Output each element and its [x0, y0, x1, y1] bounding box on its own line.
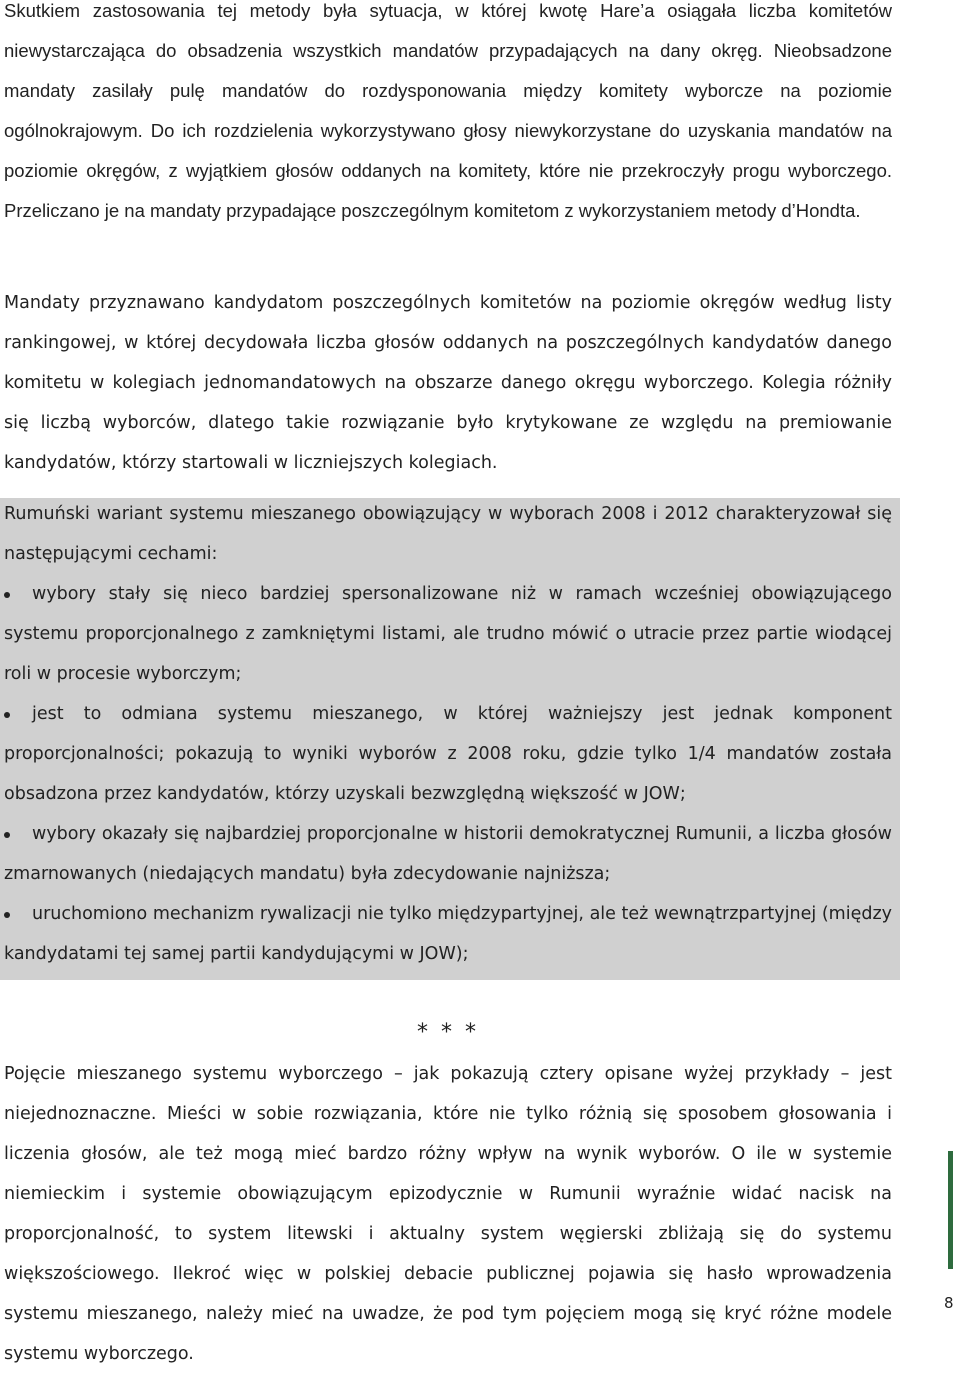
page-number: 8 — [944, 1294, 954, 1312]
list-item-text: jest to odmiana systemu mieszanego, w której ważniejszy jest jednak komponent proporcjonalności; pokazują to wyniki wyborów z 2008 roku, gdzie tylko 1/4 mandatów została obsadzona przez kandydatów, którzy uzyskali bezwzględną większość w JOW; — [4, 704, 892, 804]
bullet-icon — [4, 832, 10, 838]
bullet-icon — [4, 912, 10, 918]
list-item — [4, 574, 892, 694]
highlighted-section-content — [4, 494, 892, 974]
list-item — [4, 694, 892, 814]
margin-accent-bar — [948, 1151, 953, 1269]
list-item-text: uruchomiono mechanizm rywalizacji nie tylko międzypartyjnej, ale też wewnątrzpartyjnej (między kandydatami tej samej partii kandydującymi w JOW); — [4, 904, 892, 964]
bullet-icon — [4, 592, 10, 598]
paragraph-hare-quota: Skutkiem zastosowania tej metody była sytuacja, w której kwotę Hare’a osiągała liczba komitetów niewystarczająca do obsadzenia wszystkich mandatów przypadających na dany okręg. Nieobsadzone mandaty zasilały pulę mandatów do rozdysponowania między komitety wyborcze na poziomie ogólnokrajowym. Do ich rozdzielenia wykorzystywano głosy niewykorzystane do uzyskania mandatów na poziomie okręgów, z wyjątkiem głosów oddanych na komitety, które nie przekroczyły progu wyborczego. Przeliczano je na mandaty przypadające poszczególnym komitetom z wykorzystaniem metody d’Hondta. — [4, 0, 892, 221]
list-item-text: wybory stały się nieco bardziej spersonalizowane niż w ramach wcześniej obowiązującego systemu proporcjonalnego z zamkniętymi listami, ale trudno mówić o utracie przez partie wiodącej roli w procesie wyborczym; — [4, 584, 892, 684]
list-item-text: wybory okazały się najbardziej proporcjonalne w historii demokratycznej Rumunii, a liczba głosów zmarnowanych (niedających mandatu) była zdecydowanie najniższa; — [4, 824, 892, 884]
list-item — [4, 814, 892, 894]
section-separator: * * * — [417, 1020, 479, 1045]
paragraph-mixed-system-summary: Pojęcie mieszanego systemu wyborczego – jak pokazują cztery opisane wyżej przykłady – jest niejednoznaczne. Mieści w sobie rozwiązania, które nie tylko różnią się sposobem głosowania i liczenia głosów, ale też mogą mieć bardzo różny wpływ na wynik wyborów. O ile w systemie niemieckim i systemie obowiązującym epizodycznie w Rumunii wyraźnie widać nacisk na proporcjonalność, to system litewski i aktualny system węgierski zbliżają się do systemu większościowego. Ilekroć więc w polskiej debacie publicznej pojawia się hasło wprowadzenia systemu mieszanego, należy mieć na uwadze, że pod tym pojęciem mogą się kryć różne modele systemu wyborczego. — [4, 1064, 892, 1364]
bullet-icon — [4, 712, 10, 718]
feature-bullet-list — [4, 574, 892, 974]
highlight-intro: Rumuński wariant systemu mieszanego obowiązujący w wyborach 2008 i 2012 charakteryzował się następującymi cechami: — [4, 504, 892, 564]
list-item — [4, 894, 892, 974]
highlighted-section-romanian-variant — [0, 498, 900, 980]
paragraph-mandate-allocation: Mandaty przyznawano kandydatom poszczególnych komitetów na poziomie okręgów według listy rankingowej, w której decydowała liczba głosów oddanych na poszczególnych kandydatów danego komitetu w kolegiach jednomandatowych na obszarze danego okręgu wyborczego. Kolegia różniły się liczbą wyborców, dlatego takie rozwiązanie było krytykowane ze względu na premiowanie kandydatów, którzy startowali w liczniejszych kolegiach. — [4, 293, 892, 473]
